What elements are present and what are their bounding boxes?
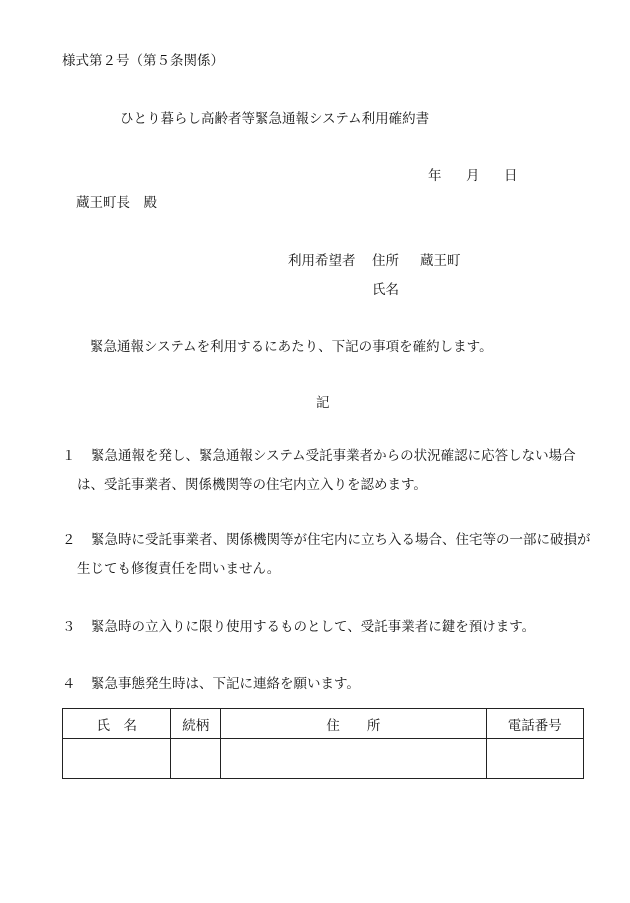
ki-heading: 記: [316, 395, 330, 411]
name-cell[interactable]: [63, 739, 171, 779]
applicant-role-label: 利用希望者: [288, 253, 356, 269]
date-day-label: 日: [504, 168, 518, 184]
item-text: 緊急通報を発し、緊急通報システム受託事業者からの状況確認に応答しない場合は、受託事業者、関係機関等の住宅内立入りを認めます。: [77, 448, 576, 493]
addressee: 蔵王町長 殿: [76, 195, 157, 211]
date-line: [428, 167, 518, 185]
item-text: 緊急事態発生時は、下記に連絡を願います。: [91, 676, 360, 692]
item-text: 緊急時の立入りに限り使用するものとして、受託事業者に鍵を預けます。: [91, 619, 536, 635]
emergency-contact-table: [62, 708, 584, 779]
header-phone: 電話番号: [486, 709, 583, 739]
item-number: ４: [62, 676, 76, 692]
header-name: 氏 名: [63, 709, 171, 739]
list-item: [62, 526, 592, 584]
phone-cell[interactable]: [486, 739, 583, 779]
header-address: 住 所: [221, 709, 486, 739]
item-number: ２: [62, 532, 76, 548]
address-label: 住所: [372, 253, 399, 269]
address-value: 蔵王町: [420, 253, 461, 269]
applicant-name-label: 氏名: [372, 282, 399, 298]
list-item: [62, 442, 592, 500]
form-number: 様式第２号（第５条関係）: [62, 53, 224, 69]
document-title: ひとり暮らし高齢者等緊急通報システム利用確約書: [120, 111, 430, 127]
relationship-cell[interactable]: [171, 739, 221, 779]
date-month-label: 月: [466, 168, 480, 184]
address-cell[interactable]: [221, 739, 486, 779]
intro-statement: 緊急通報システムを利用するにあたり、下記の事項を確約します。: [90, 339, 493, 355]
table-header-row: [63, 709, 584, 739]
list-item: [62, 613, 592, 642]
item-number: ３: [62, 619, 76, 635]
date-year-label: 年: [428, 168, 442, 184]
header-relationship: 続柄: [171, 709, 221, 739]
list-item: [62, 670, 592, 699]
table-row: [63, 739, 584, 779]
item-number: １: [62, 448, 76, 464]
applicant-address-line: [288, 252, 461, 270]
item-text: 緊急時に受託事業者、関係機関等が住宅内に立ち入る場合、住宅等の一部に破損が生じても修復責任を問いません。: [77, 532, 591, 577]
